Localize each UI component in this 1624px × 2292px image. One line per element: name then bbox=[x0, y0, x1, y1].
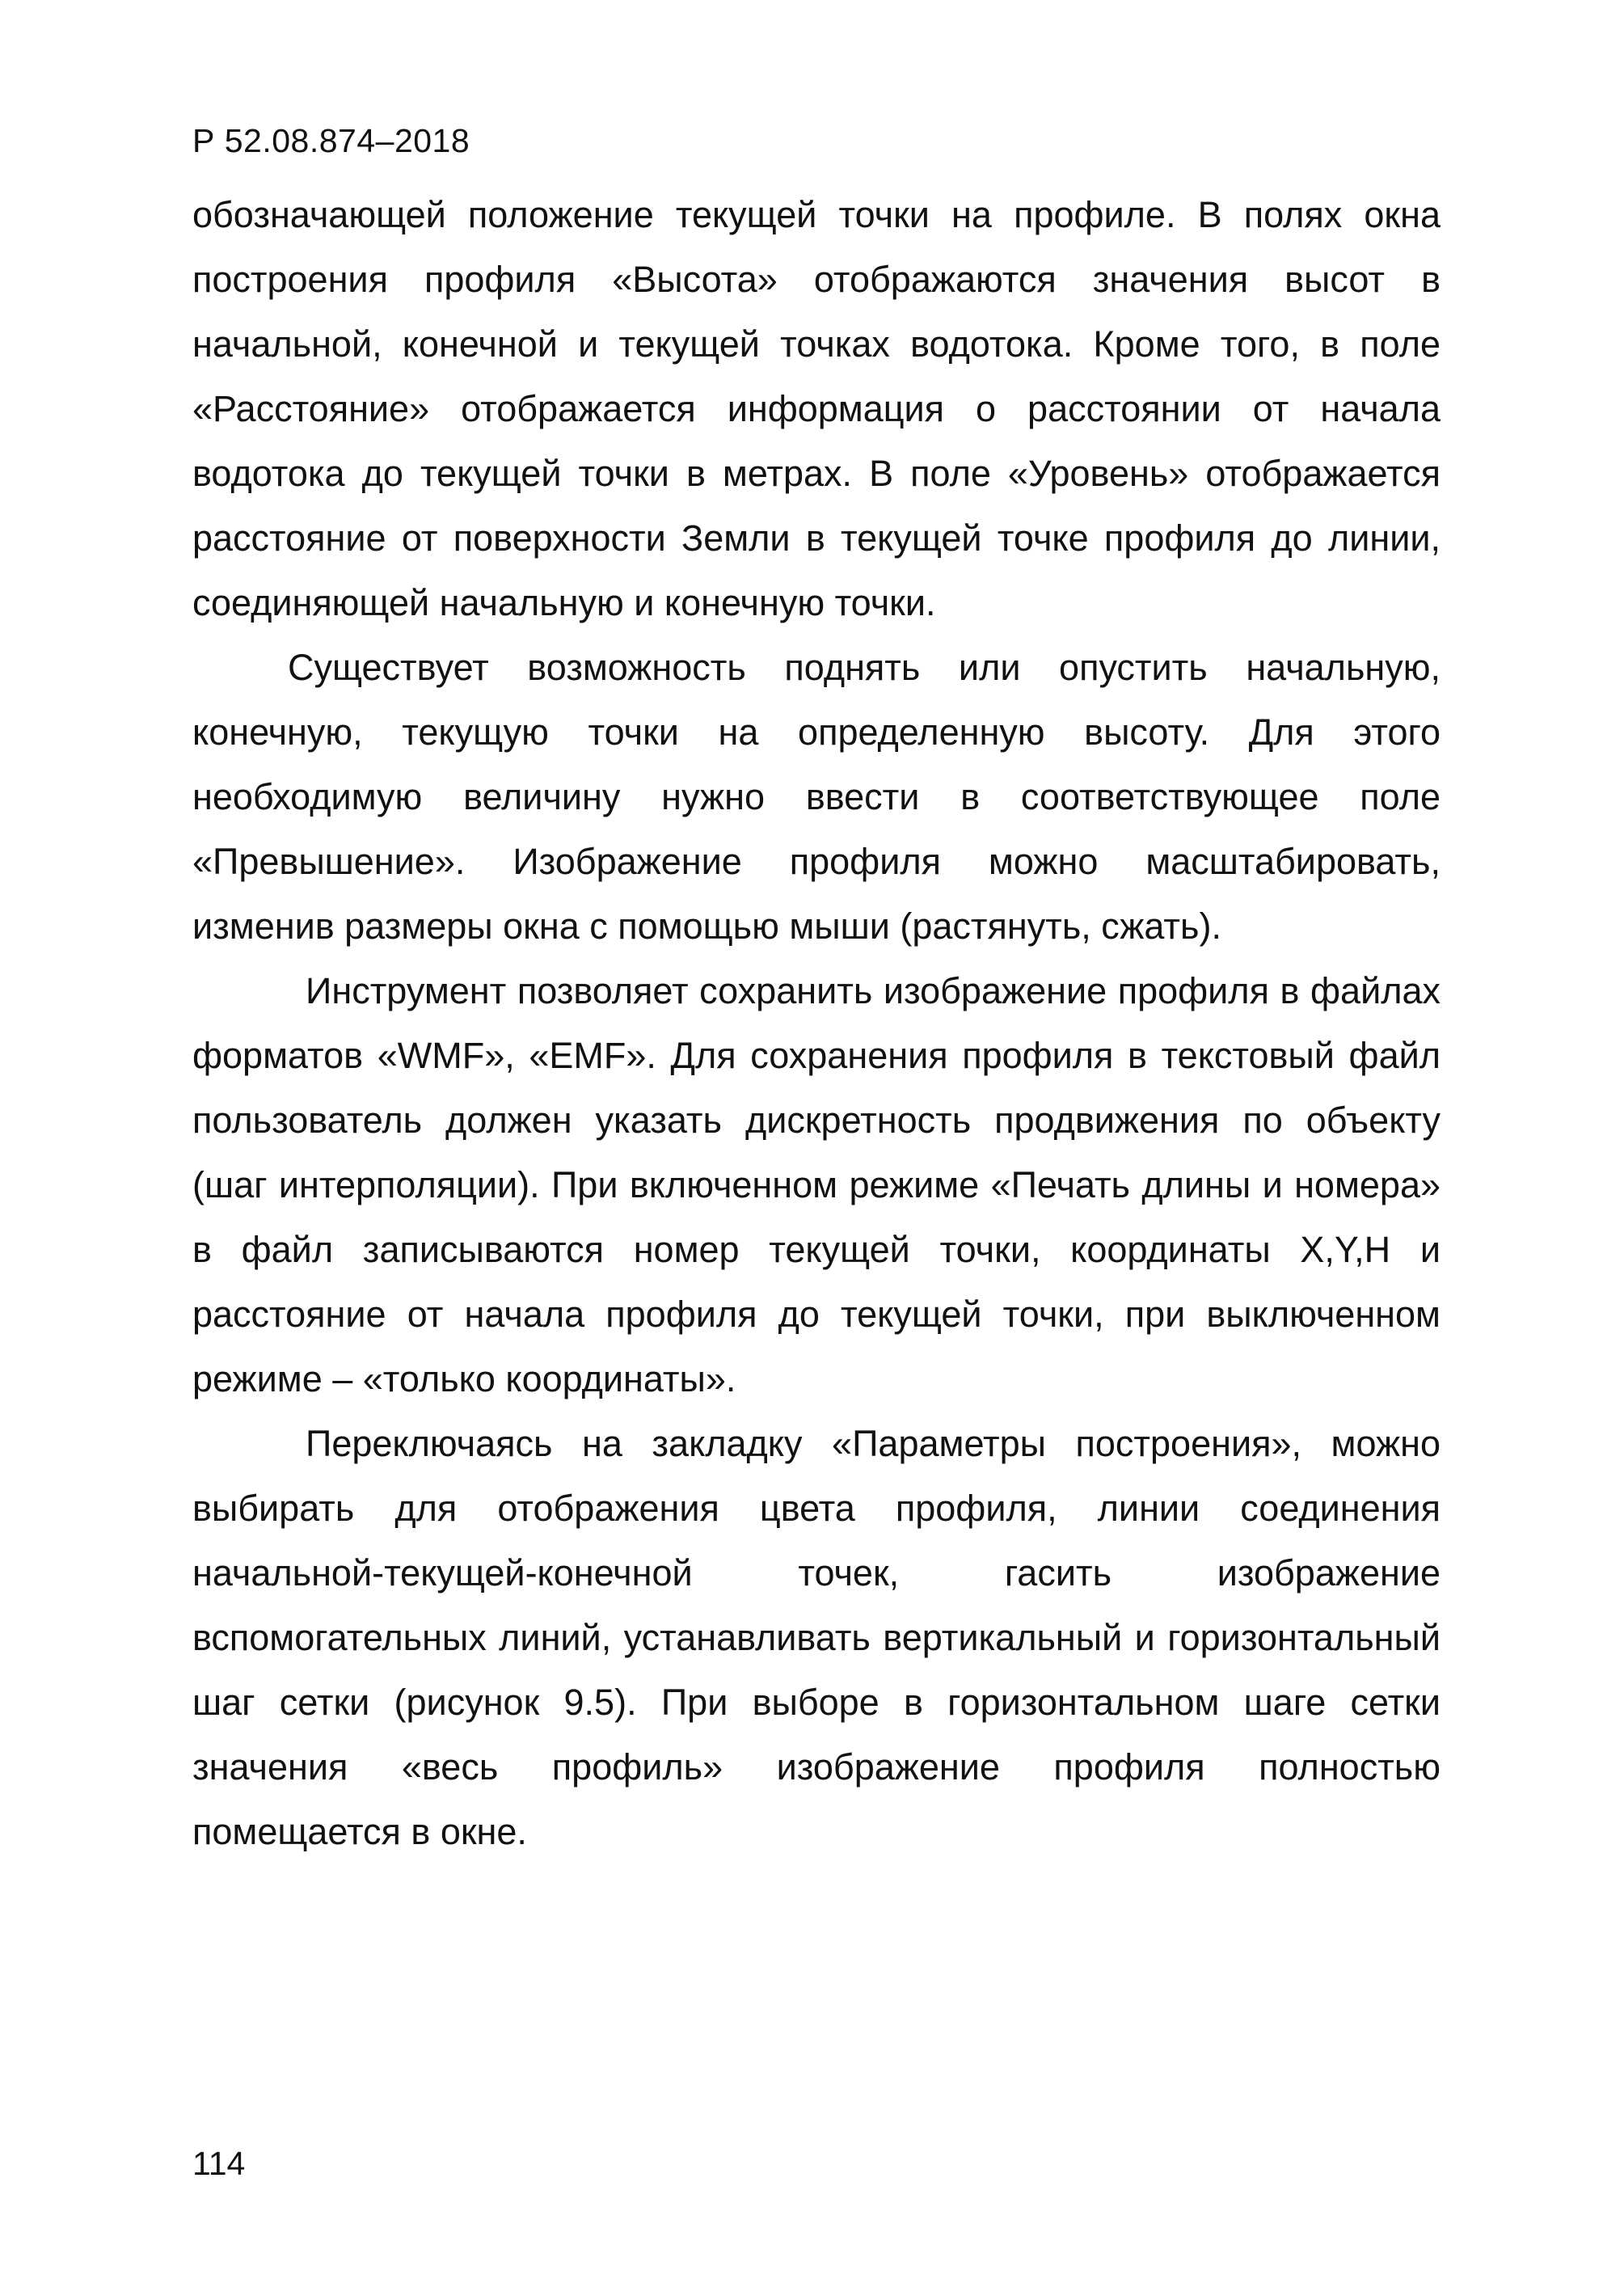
document-code: Р 52.08.874–2018 bbox=[192, 122, 470, 159]
paragraph-continuation: обозначающей положение текущей точки на профиле. В полях окна построения профиля «Высота» отображаются значения высот в начальной, конечной и текущей точках водотока. Кроме того, в поле «Расстояние» отображается информация о расстоянии от начала водотока до текущей точки в метрах. В поле «Уровень» отображается расстояние от поверхности Земли в текущей точке профиля до линии, соединяющей начальную и конечную точки. bbox=[192, 194, 1441, 623]
page-number: 114 bbox=[192, 2145, 246, 2182]
paragraph-build-parameters: Переключаясь на закладку «Параметры построения», можно выбирать для отображения цвета профиля, линии соединения начальной-текущей-конечной точек, гасить изображение вспомогательных линий, устанавливать вертикальный и горизонтальный шаг сетки (рисунок 9.5). При выборе в горизонтальном шаге сетки значения «весь профиль» изображение профиля полностью помещается в окне. bbox=[192, 1423, 1441, 1852]
body-text bbox=[192, 183, 1441, 1864]
paragraph-save-image: Инструмент позволяет сохранить изображение профиля в файлах форматов «WMF», «EMF». Для сохранения профиля в текстовый файл пользователь должен указать дискретность продвижения по объекту (шаг интерполяции). При включенном режиме «Печать длины и номера» в файл записываются номер текущей точки, координаты X,Y,H и расстояние от начала профиля до текущей точки, при выключенном режиме – «только координаты». bbox=[192, 970, 1441, 1399]
paragraph-elevation: Существует возможность поднять или опустить начальную, конечную, текущую точки на определенную высоту. Для этого необходимую величину нужно ввести в соответствующее поле «Превышение». Изображение профиля можно масштабировать, изменив размеры окна с помощью мыши (растянуть, сжать). bbox=[192, 647, 1441, 947]
